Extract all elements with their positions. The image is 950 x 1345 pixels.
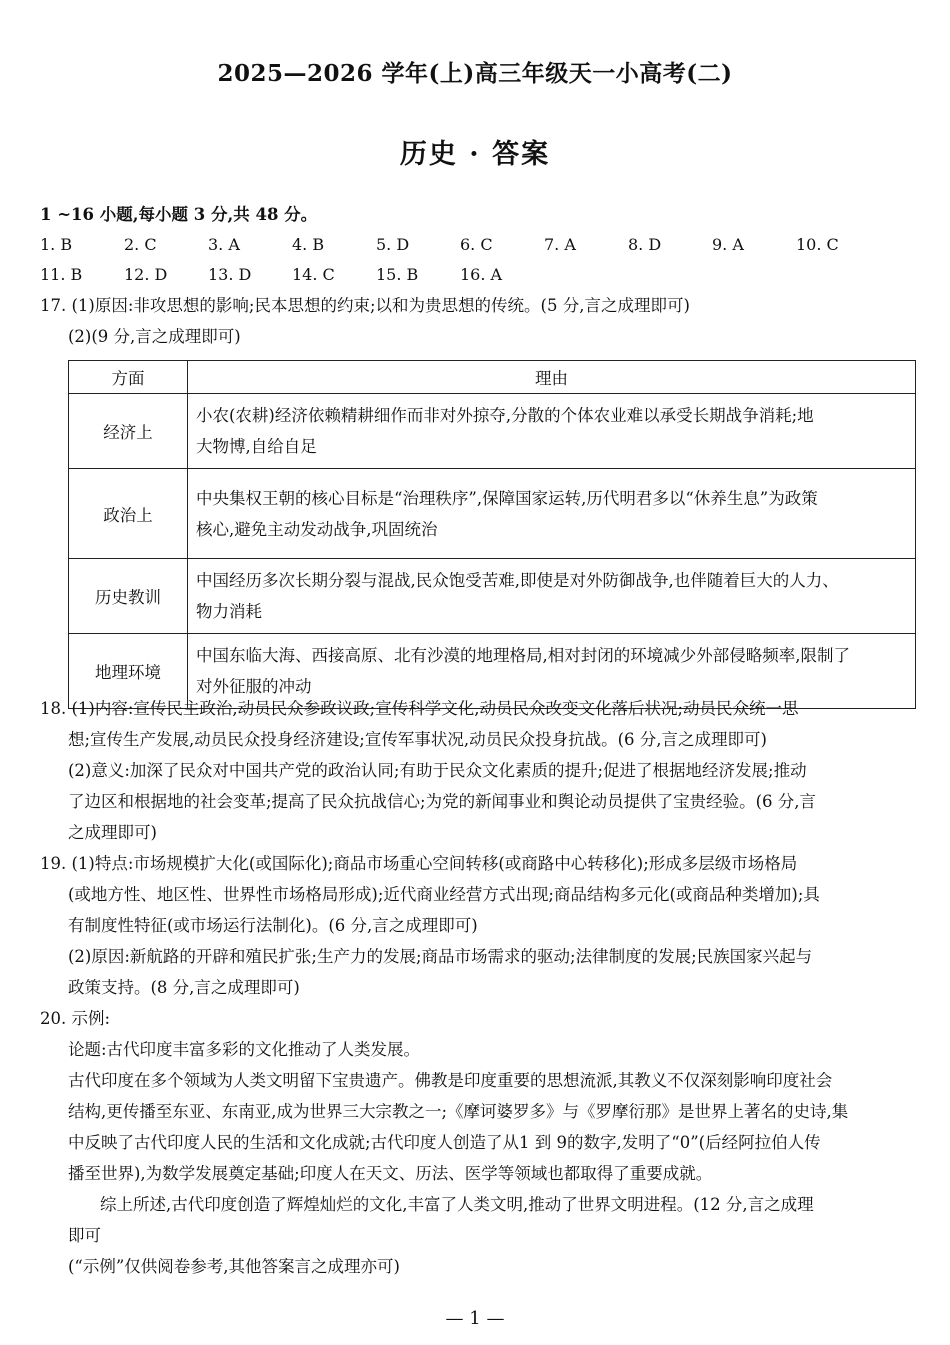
table-header-aspect: 方面 xyxy=(69,361,188,394)
q20-thesis: 论题:古代印度丰富多彩的文化推动了人类发展。 xyxy=(68,1040,421,1059)
mcq-answer: 2. C xyxy=(124,235,157,254)
table-cell-reason: 中国经历多次长期分裂与混战,民众饱受苦难,即使是对外防御战争,也伴随着巨大的人力、 物力消耗 xyxy=(188,559,916,634)
q19-line: 有制度性特征(或市场运行法制化)。(6 分,言之成理即可) xyxy=(68,916,478,935)
table-row xyxy=(69,559,916,634)
mcq-answer: 16. A xyxy=(460,265,503,284)
mcq-answer: 8. D xyxy=(628,235,662,254)
q17-part2: (2)(9 分,言之成理即可) xyxy=(68,327,241,346)
mcq-answer: 13. D xyxy=(208,265,252,284)
table-cell-reason: 小农(农耕)经济依赖精耕细作而非对外掠夺,分散的个体农业难以承受长期战争消耗;地 大物博,自给自足 xyxy=(188,394,916,469)
exam-subtitle: 历史 · 答案 xyxy=(399,139,551,170)
q19-line: (或地方性、地区性、世界性市场格局形成);近代商业经营方式出现;商品结构多元化(或商品种类增加);具 xyxy=(68,885,820,904)
mcq-answer: 10. C xyxy=(796,235,839,254)
mcq-answer: 15. B xyxy=(376,265,419,284)
q18-line: 之成理即可) xyxy=(68,823,157,842)
table-header-reason: 理由 xyxy=(188,361,916,394)
exam-title: 2025—2026 学年(上)高三年级天一小高考(二) xyxy=(217,60,733,87)
table-row xyxy=(69,634,916,709)
table-cell-aspect: 政治上 xyxy=(69,469,188,559)
q17-part1: 17. (1)原因:非攻思想的影响;民本思想的约束;以和为贵思想的传统。(5 分,言之成理即可) xyxy=(40,296,690,315)
table-cell-reason: 中央集权王朝的核心目标是“治理秩序”,保障国家运转,历代明君多以“休养生息”为政策 核心,避免主动发动战争,巩固统治 xyxy=(188,469,916,559)
q20-conclusion-line: 综上所述,古代印度创造了辉煌灿烂的文化,丰富了人类文明,推动了世界文明进程。(12 分,言之成理 xyxy=(100,1195,814,1214)
q18-line: 了边区和根据地的社会变革;提高了民众抗战信心;为党的新闻事业和舆论动员提供了宝贵经验。(6 分,言 xyxy=(68,792,817,811)
mcq-answer: 4. B xyxy=(292,235,325,254)
q20-body-line: 结构,更传播至东亚、东南亚,成为世界三大宗教之一;《摩诃婆罗多》与《罗摩衍那》是世界上著名的史诗,集 xyxy=(68,1102,849,1121)
q19-line: 政策支持。(8 分,言之成理即可) xyxy=(68,978,300,997)
q20-body-line: 播至世界),为数学发展奠定基础;印度人在天文、历法、医学等领域也都取得了重要成就。 xyxy=(68,1164,713,1183)
q20-conclusion-line: 即可 xyxy=(68,1226,101,1245)
mcq-answer: 9. A xyxy=(712,235,744,254)
q20-note: (“示例”仅供阅卷参考,其他答案言之成理亦可) xyxy=(68,1257,400,1276)
q20-body-line: 古代印度在多个领域为人类文明留下宝贵遗产。佛教是印度重要的思想流派,其教义不仅深刻影响印度社会 xyxy=(68,1071,833,1090)
q18-line: (2)意义:加深了民众对中国共产党的政治认同;有助于民众文化素质的提升;促进了根据地经济发展;推动 xyxy=(68,761,807,780)
q20-body-line: 中反映了古代印度人民的生活和文化成就;古代印度人创造了从1 到 9的数字,发明了“0”(后经阿拉伯人传 xyxy=(68,1133,821,1152)
table-cell-aspect: 历史教训 xyxy=(69,559,188,634)
table-cell-aspect: 地理环境 xyxy=(69,634,188,709)
mcq-answer: 12. D xyxy=(124,265,168,284)
q17-reasons-table xyxy=(68,360,916,709)
q19-line: (2)原因:新航路的开辟和殖民扩张;生产力的发展;商品市场需求的驱动;法律制度的发展;民族国家兴起与 xyxy=(68,947,813,966)
mcq-answer: 3. A xyxy=(208,235,240,254)
mcq-instruction: 1 ~16 小题,每小题 3 分,共 48 分。 xyxy=(40,205,318,224)
table-cell-reason: 中国东临大海、西接高原、北有沙漠的地理格局,相对封闭的环境减少外部侵略频率,限制了 对外征服的冲动 xyxy=(188,634,916,709)
mcq-answer: 14. C xyxy=(292,265,335,284)
mcq-answer: 7. A xyxy=(544,235,576,254)
page-number: — 1 — xyxy=(445,1308,505,1329)
table-row xyxy=(69,469,916,559)
q19-line: 19. (1)特点:市场规模扩大化(或国际化);商品市场重心空间转移(或商路中心转移化);形成多层级市场格局 xyxy=(40,854,798,873)
table-header-row xyxy=(69,361,916,394)
table-row xyxy=(69,394,916,469)
q18-line: 18. (1)内容:宣传民主政治,动员民众参政议政;宣传科学文化,动员民众改变文化落后状况;动员民众统一思 xyxy=(40,699,799,718)
table-cell-aspect: 经济上 xyxy=(69,394,188,469)
mcq-answer: 1. B xyxy=(40,235,73,254)
q20-label: 20. 示例: xyxy=(40,1009,111,1028)
mcq-answer: 6. C xyxy=(460,235,493,254)
mcq-answer: 11. B xyxy=(40,265,83,284)
q18-line: 想;宣传生产发展,动员民众投身经济建设;宣传军事状况,动员民众投身抗战。(6 分,言之成理即可) xyxy=(68,730,767,749)
mcq-answer: 5. D xyxy=(376,235,410,254)
